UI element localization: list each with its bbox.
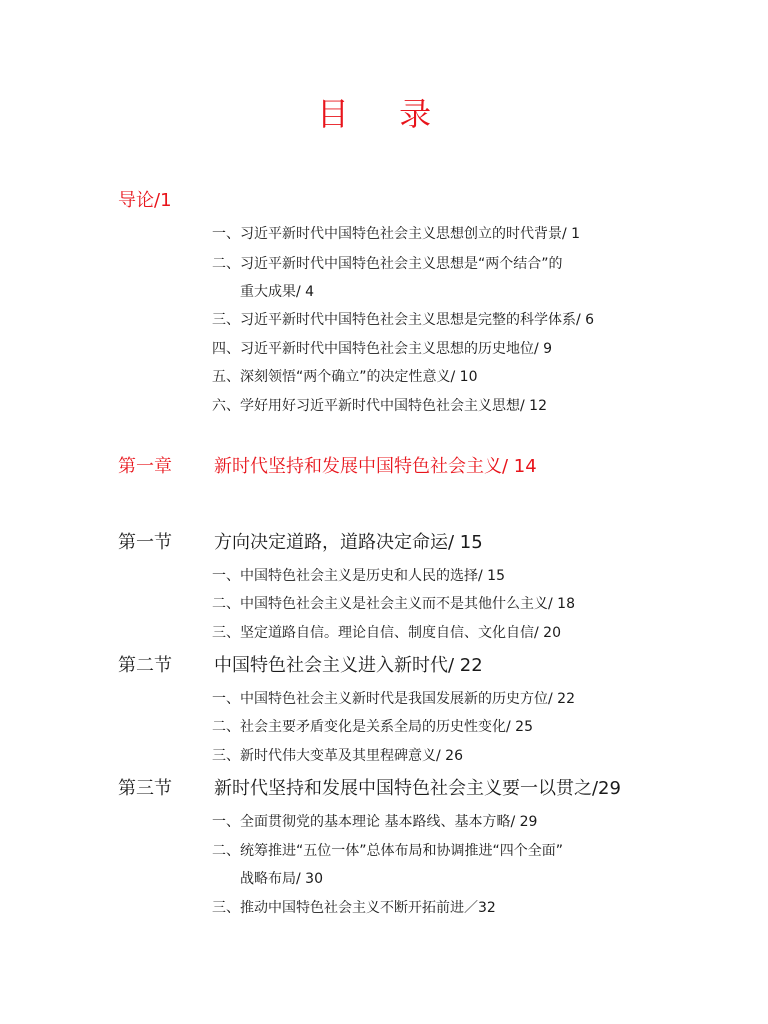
toc-item-s3-1: 一、全面贯彻党的基本理论 基本路线、基本方略/ 29 — [212, 814, 538, 830]
section-title: 新时代坚持和发展中国特色社会主义要一以贯之/29 — [214, 778, 621, 799]
section-label: 第三节 — [118, 778, 172, 799]
chapter-title: 新时代坚持和发展中国特色社会主义/ 14 — [214, 456, 537, 477]
section-label: 第二节 — [118, 655, 172, 676]
toc-item-intro-4: 四、习近平新时代中国特色社会主义思想的历史地位/ 9 — [212, 341, 553, 357]
chapter-label: 第一章 — [118, 456, 172, 477]
section-title: 方向决定道路，道路决定命运/ 15 — [214, 532, 483, 553]
toc-item-s3-3: 三、推动中国特色社会主义不断开拓前进／32 — [212, 900, 496, 916]
toc-item-s1-2: 二、中国特色社会主义是社会主义而不是其他什么主义/ 18 — [212, 596, 575, 612]
toc-item-s1-3: 三、坚定道路自信。理论自信、制度自信、文化自信/ 20 — [212, 625, 561, 641]
toc-item-intro-2-cont: 重大成果/ 4 — [240, 284, 315, 300]
chapter-heading — [118, 456, 537, 478]
section-heading-3 — [118, 778, 621, 800]
toc-item-intro-1: 一、习近平新时代中国特色社会主义思想创立的时代背景/ 1 — [212, 226, 581, 242]
toc-item-s1-1: 一、中国特色社会主义是历史和人民的选择/ 15 — [212, 568, 505, 584]
section-heading-2 — [118, 655, 483, 677]
toc-item-intro-5: 五、深刻领悟“两个确立”的决定性意义/ 10 — [212, 369, 478, 385]
toc-item-s2-2: 二、社会主要矛盾变化是关系全局的历史性变化/ 25 — [212, 719, 533, 735]
toc-item-intro-2: 二、习近平新时代中国特色社会主义思想是“两个结合”的 — [212, 256, 563, 272]
toc-item-s3-2: 二、统筹推进“五位一体”总体布局和协调推进“四个全面” — [212, 843, 564, 859]
toc-item-intro-6: 六、学好用好习近平新时代中国特色社会主义思想/ 12 — [212, 398, 547, 414]
toc-item-intro-3: 三、习近平新时代中国特色社会主义思想是完整的科学体系/ 6 — [212, 312, 595, 328]
section-heading-1 — [118, 532, 483, 554]
toc-item-s3-2-cont: 战略布局/ 30 — [240, 871, 323, 887]
section-label: 第一节 — [118, 532, 172, 553]
section-title: 中国特色社会主义进入新时代/ 22 — [214, 655, 483, 676]
toc-item-s2-3: 三、新时代伟大变革及其里程碑意义/ 26 — [212, 748, 463, 764]
toc-item-s2-1: 一、中国特色社会主义新时代是我国发展新的历史方位/ 22 — [212, 691, 575, 707]
page-title: 目 录 — [316, 95, 452, 133]
intro-heading: 导论/1 — [118, 190, 172, 211]
